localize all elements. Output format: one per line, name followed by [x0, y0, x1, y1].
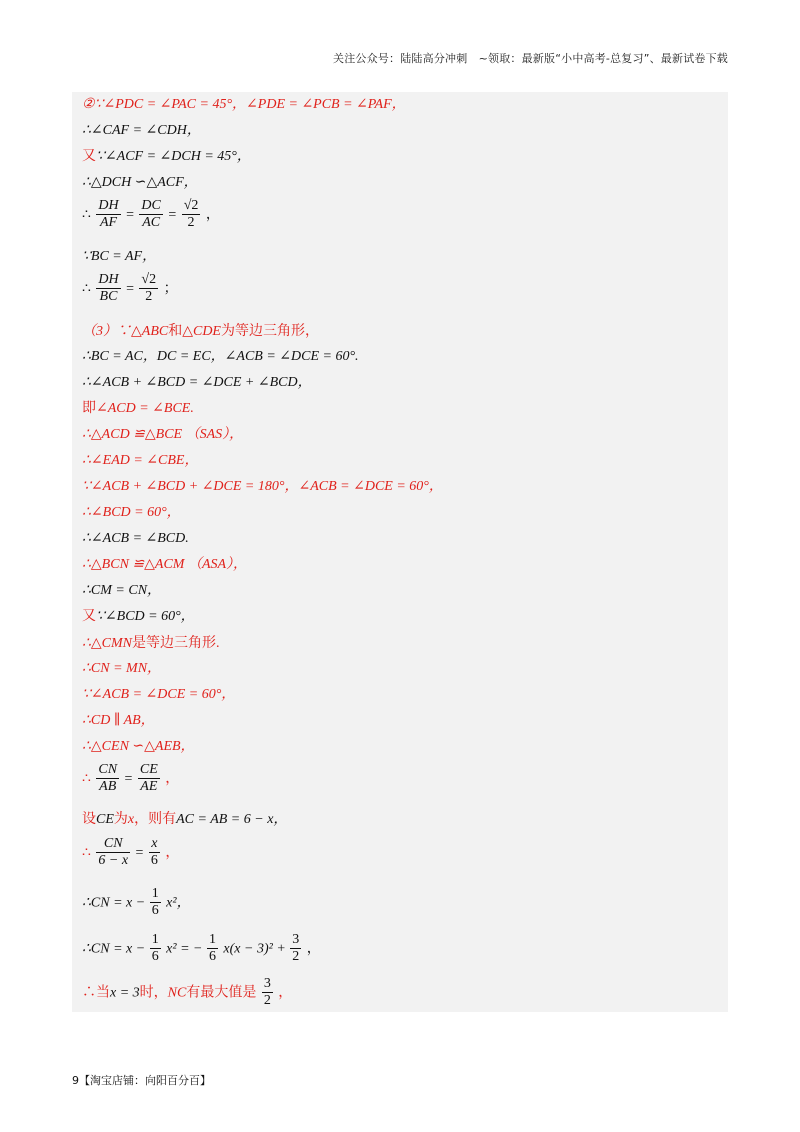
- numerator: DH: [98, 198, 119, 213]
- numerator: 3: [292, 932, 300, 947]
- expression: x(x − 3)² +: [223, 941, 290, 957]
- line-8-part: 和: [168, 324, 183, 339]
- denominator: 6 − x: [98, 853, 129, 868]
- denominator: 2: [145, 289, 153, 304]
- page-header: 关注公众号：陆陆高分冲刺 ~领取：最新版“小中高考-总复习”、最新试卷下载: [333, 52, 728, 65]
- fraction: [138, 762, 160, 795]
- denominator: AB: [99, 779, 117, 794]
- line-6: ∵BC = AF，: [82, 249, 157, 264]
- equals-sign: =: [124, 771, 133, 787]
- line-11-body: ∠ACD = ∠BCE.: [96, 401, 194, 416]
- line-9: ∴BC = AC，DC = EC，∠ACB = ∠DCE = 60°.: [82, 349, 359, 364]
- punctuation: ，: [165, 771, 180, 787]
- line-25: [82, 762, 179, 795]
- punctuation: ，: [205, 207, 220, 223]
- line-7: [82, 272, 178, 305]
- denominator: 2: [292, 949, 300, 964]
- denominator: 2: [263, 993, 271, 1008]
- therefore-symbol: ∴: [82, 845, 91, 861]
- numerator: √2: [183, 198, 199, 213]
- equals-sign: =: [126, 281, 134, 297]
- denominator: AF: [99, 215, 118, 230]
- denominator: AC: [142, 215, 161, 230]
- line-18: ∴CM = CN，: [82, 583, 162, 598]
- line-20-part: 是等边三角形.: [132, 636, 220, 651]
- therefore-symbol: ∴: [82, 281, 91, 297]
- line-20: [82, 634, 220, 653]
- fraction: [290, 932, 301, 965]
- fraction: [139, 198, 162, 231]
- fraction: [96, 762, 119, 795]
- therefore-symbol: ∴: [82, 207, 91, 223]
- punctuation: ，: [306, 941, 321, 957]
- line-24: ∴△CEN ∽△AEB，: [82, 739, 195, 754]
- numerator: CE: [139, 762, 158, 777]
- equals-sign: =: [135, 845, 144, 861]
- line-22: ∵∠ACB = ∠DCE = 60°，: [82, 687, 236, 702]
- line-28: [82, 886, 191, 919]
- line-21: ∴CN = MN，: [82, 661, 162, 676]
- line-3: [82, 148, 251, 166]
- fraction: [149, 836, 160, 869]
- page-footer: 9【淘宝店铺：向阳百分百】: [72, 1074, 211, 1087]
- numerator: DC: [141, 198, 161, 213]
- fraction: [96, 836, 130, 869]
- line-30-part: ∴当: [82, 985, 110, 1001]
- punctuation: ，: [165, 845, 180, 861]
- numerator: 3: [263, 976, 271, 991]
- line-8: [82, 322, 319, 341]
- line-2: ∴∠CAF = ∠CDH，: [82, 123, 201, 138]
- numerator: 1: [208, 932, 216, 947]
- numerator: CN: [96, 836, 130, 853]
- line-12: ∴△ACD ≌△BCE （SAS），: [82, 427, 244, 442]
- fraction: [150, 886, 161, 919]
- denominator: AE: [140, 779, 158, 794]
- line-26-part: CE: [96, 812, 114, 827]
- denominator: 6: [151, 903, 159, 918]
- fraction: [150, 932, 161, 965]
- line-30-part: 时，: [139, 985, 168, 1001]
- line-14: ∵∠ACB + ∠BCD + ∠DCE = 180°，∠ACB = ∠DCE = 60°，: [82, 479, 443, 494]
- line-30-part: NC: [167, 985, 187, 1001]
- numerator: √2: [141, 272, 157, 287]
- expression: x²，: [166, 895, 191, 911]
- line-17: ∴△BCN ≌△ACM （ASA），: [82, 557, 248, 572]
- line-10: ∴∠ACB + ∠BCD = ∠DCE + ∠BCD，: [82, 375, 312, 390]
- line-30: [82, 976, 292, 1009]
- punctuation: ，: [278, 985, 293, 1001]
- line-4: ∴△DCH ∽△ACF，: [82, 175, 198, 190]
- line-20-part: ∴△CMN: [82, 636, 133, 651]
- expression: ∴CN = x −: [82, 895, 149, 911]
- equals-sign: =: [126, 207, 134, 223]
- denominator: BC: [99, 289, 118, 304]
- fraction: [96, 198, 120, 231]
- denominator: 6: [151, 949, 159, 964]
- fraction: [207, 932, 218, 965]
- line-16: ∴∠ACB = ∠BCD.: [82, 531, 189, 546]
- line-1: ②∵∠PDC = ∠PAC = 45°，∠PDE = ∠PCB = ∠PAF，: [82, 97, 406, 112]
- line-8-part: △CDE: [182, 324, 221, 339]
- fraction: [262, 976, 273, 1009]
- line-5: [82, 198, 220, 231]
- line-3-body: ∵∠ACF = ∠DCH = 45°，: [96, 149, 251, 164]
- numerator: 1: [151, 932, 159, 947]
- line-27: [82, 836, 179, 869]
- line-29: [82, 932, 321, 965]
- punctuation: ；: [163, 281, 178, 297]
- line-15: ∴∠BCD = 60°，: [82, 505, 181, 520]
- line-26-part: 为: [113, 812, 128, 827]
- numerator: x: [149, 836, 160, 853]
- line-19-body: ∵∠BCD = 60°，: [96, 609, 195, 624]
- line-26-part: AC = AB = 6 − x，: [176, 812, 288, 827]
- line-13: ∴∠EAD = ∠CBE，: [82, 453, 199, 468]
- line-19: [82, 608, 195, 626]
- line-3-prefix: 又: [82, 149, 96, 164]
- denominator: 2: [187, 215, 195, 230]
- denominator: 6: [150, 853, 158, 868]
- solution-box: [72, 92, 728, 1012]
- line-26: [82, 810, 287, 829]
- line-19-prefix: 又: [82, 609, 96, 624]
- line-30-part: 有最大值是: [186, 985, 257, 1001]
- line-30-part: x = 3: [110, 985, 140, 1001]
- expression: ∴CN = x −: [82, 941, 149, 957]
- therefore-symbol: ∴: [82, 771, 91, 787]
- line-8-part: （3）∵△ABC: [82, 324, 169, 339]
- line-11: [82, 400, 194, 418]
- line-26-part: x: [127, 812, 135, 827]
- line-26-part: 设: [82, 812, 96, 827]
- line-11-prefix: 即: [82, 401, 96, 416]
- fraction: [139, 272, 158, 305]
- fraction: [182, 198, 201, 231]
- fraction: [96, 272, 120, 305]
- denominator: 6: [208, 949, 216, 964]
- line-26-part: ，则有: [134, 812, 177, 827]
- line-23: ∴CD ∥ AB，: [82, 713, 155, 728]
- line-8-part: 为等边三角形，: [221, 324, 319, 339]
- numerator: DH: [98, 272, 119, 287]
- numerator: 1: [151, 886, 159, 901]
- numerator: CN: [98, 762, 118, 777]
- expression: x² = −: [166, 941, 206, 957]
- equals-sign: =: [168, 207, 177, 223]
